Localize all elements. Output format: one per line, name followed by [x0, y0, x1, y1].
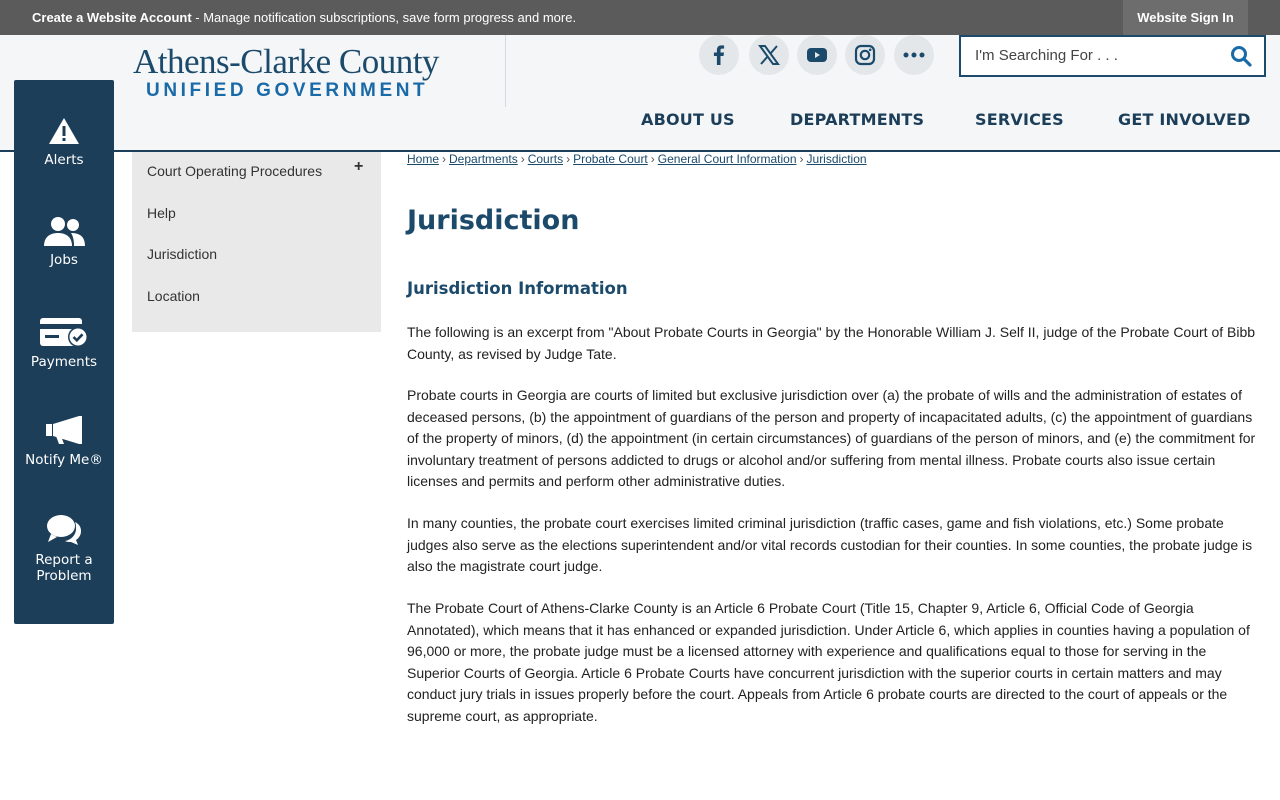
create-account-bold[interactable]: Create a Website Account: [32, 10, 192, 25]
breadcrumb-jurisdiction[interactable]: Jurisdiction: [806, 152, 867, 166]
payment-card-icon: [39, 316, 89, 348]
nav-get-involved[interactable]: GET INVOLVED: [1118, 110, 1251, 129]
breadcrumb-general-court-information[interactable]: General Court Information: [657, 152, 797, 166]
breadcrumb-separator: ›: [799, 152, 804, 166]
rail-alerts-label: Alerts: [44, 152, 84, 168]
site-logo[interactable]: [133, 43, 439, 101]
rail-report-label-2: Problem: [36, 568, 92, 584]
expand-icon[interactable]: +: [354, 158, 364, 175]
subnav-item-jurisdiction[interactable]: Jurisdiction: [147, 246, 218, 262]
page-title: Jurisdiction: [407, 205, 580, 236]
more-icon[interactable]: [894, 35, 934, 75]
alert-icon: [48, 116, 80, 146]
youtube-icon[interactable]: [797, 35, 837, 75]
breadcrumb-separator: ›: [442, 152, 447, 166]
breadcrumb-separator: ›: [566, 152, 571, 166]
rail-payments-label: Payments: [30, 354, 98, 370]
section-heading: Jurisdiction Information: [407, 279, 628, 298]
website-sign-in-button[interactable]: Website Sign In: [1123, 0, 1248, 35]
x-icon[interactable]: [749, 35, 789, 75]
search-input[interactable]: [975, 47, 1215, 64]
paragraph-4: The Probate Court of Athens-Clarke County is an Article 6 Probate Court (Title 15, Chapter 9, Article 6, Official Code of Georgia Annotated), which means that it has enhanced or expanded jurisdiction. Under Article 6, which applies in counties having a population of 96,000 or more, the probate judge must be a licensed attorney with experience and qualifications equal to those for serving in the Superior Courts of Georgia. Article 6 Probate Courts have concurrent jurisdiction with the superior courts in certain matters and may conduct jury trials in issues properly before the court. Appeals from Article 6 probate courts are directed to the court of appeals or the supreme court, as appropriate.: [407, 600, 1250, 724]
rail-report-label-1: Report a: [35, 552, 93, 568]
rail-jobs-label: Jobs: [50, 252, 78, 268]
people-icon: [41, 216, 87, 246]
nav-departments[interactable]: DEPARTMENTS: [790, 110, 925, 129]
breadcrumb-home[interactable]: Home: [407, 152, 440, 166]
megaphone-icon: [44, 414, 84, 446]
breadcrumb-courts[interactable]: Courts: [527, 152, 564, 166]
breadcrumb: [407, 152, 867, 166]
rail-report-problem[interactable]: [14, 512, 114, 584]
logo-line-1[interactable]: Athens-Clarke County: [133, 42, 439, 81]
facebook-icon[interactable]: [699, 35, 739, 75]
rail-notify-label: Notify Me®: [25, 452, 103, 468]
section-subnav: [132, 152, 381, 332]
breadcrumb-probate-court[interactable]: Probate Court: [573, 152, 648, 166]
paragraph-1: The following is an excerpt from "About Probate Courts in Georgia" by the Honorable William J. Self II, judge of the Probate Court of Bibb County, as revised by Judge Tate.: [407, 324, 1256, 362]
rail-jobs[interactable]: [14, 216, 114, 268]
subnav-item-court-operating-procedures[interactable]: Court Operating Procedures: [147, 163, 323, 179]
logo-line-2[interactable]: UNIFIED GOVERNMENT: [146, 80, 429, 101]
create-account-link[interactable]: [32, 10, 576, 25]
breadcrumb-separator: ›: [650, 152, 655, 166]
breadcrumb-departments[interactable]: Departments: [449, 152, 518, 166]
quick-links-rail: [14, 80, 114, 624]
instagram-icon[interactable]: [845, 35, 885, 75]
rail-payments[interactable]: [14, 316, 114, 370]
breadcrumb-separator: ›: [520, 152, 525, 166]
paragraph-2: Probate courts in Georgia are courts of limited but exclusive jurisdiction over (a) the probate of wills and the administration of estates of deceased persons, (b) the appointment of guardians of the person and property of incapacitated adults, (c) the appointment of guardians of the property of minors, (d) the appointment (in certain circumstances) of guardians of the person of minors, and (e) the commitment for involuntary treatment of persons addicted to drugs or alcohol and/or suffering from mental illness. Probate courts also issue certain licenses and permits and perform other administrative duties.: [407, 387, 1256, 490]
rail-alerts[interactable]: [14, 116, 114, 168]
site-header: [0, 35, 1280, 152]
rail-notify-me[interactable]: [14, 414, 114, 468]
subnav-item-help[interactable]: Help: [147, 205, 176, 221]
paragraph-3: In many counties, the probate court exercises limited criminal jurisdiction (traffic cases, game and fish violations, etc.) Some probate judges also serve as the elections superintendent and/or vital records custodian for their counties. In some counties, the probate judge is also the magistrate court judge.: [407, 515, 1253, 575]
nav-services[interactable]: SERVICES: [975, 110, 1064, 129]
header-divider: [505, 35, 506, 107]
search-icon[interactable]: [1230, 45, 1252, 72]
create-account-description[interactable]: - Manage notification subscriptions, save form progress and more.: [191, 10, 577, 25]
subnav-item-location[interactable]: Location: [147, 288, 200, 304]
nav-about-us[interactable]: ABOUT US: [641, 110, 735, 129]
top-bar: [0, 0, 1280, 35]
chat-bubbles-icon: [45, 512, 83, 546]
site-search: [959, 35, 1266, 77]
